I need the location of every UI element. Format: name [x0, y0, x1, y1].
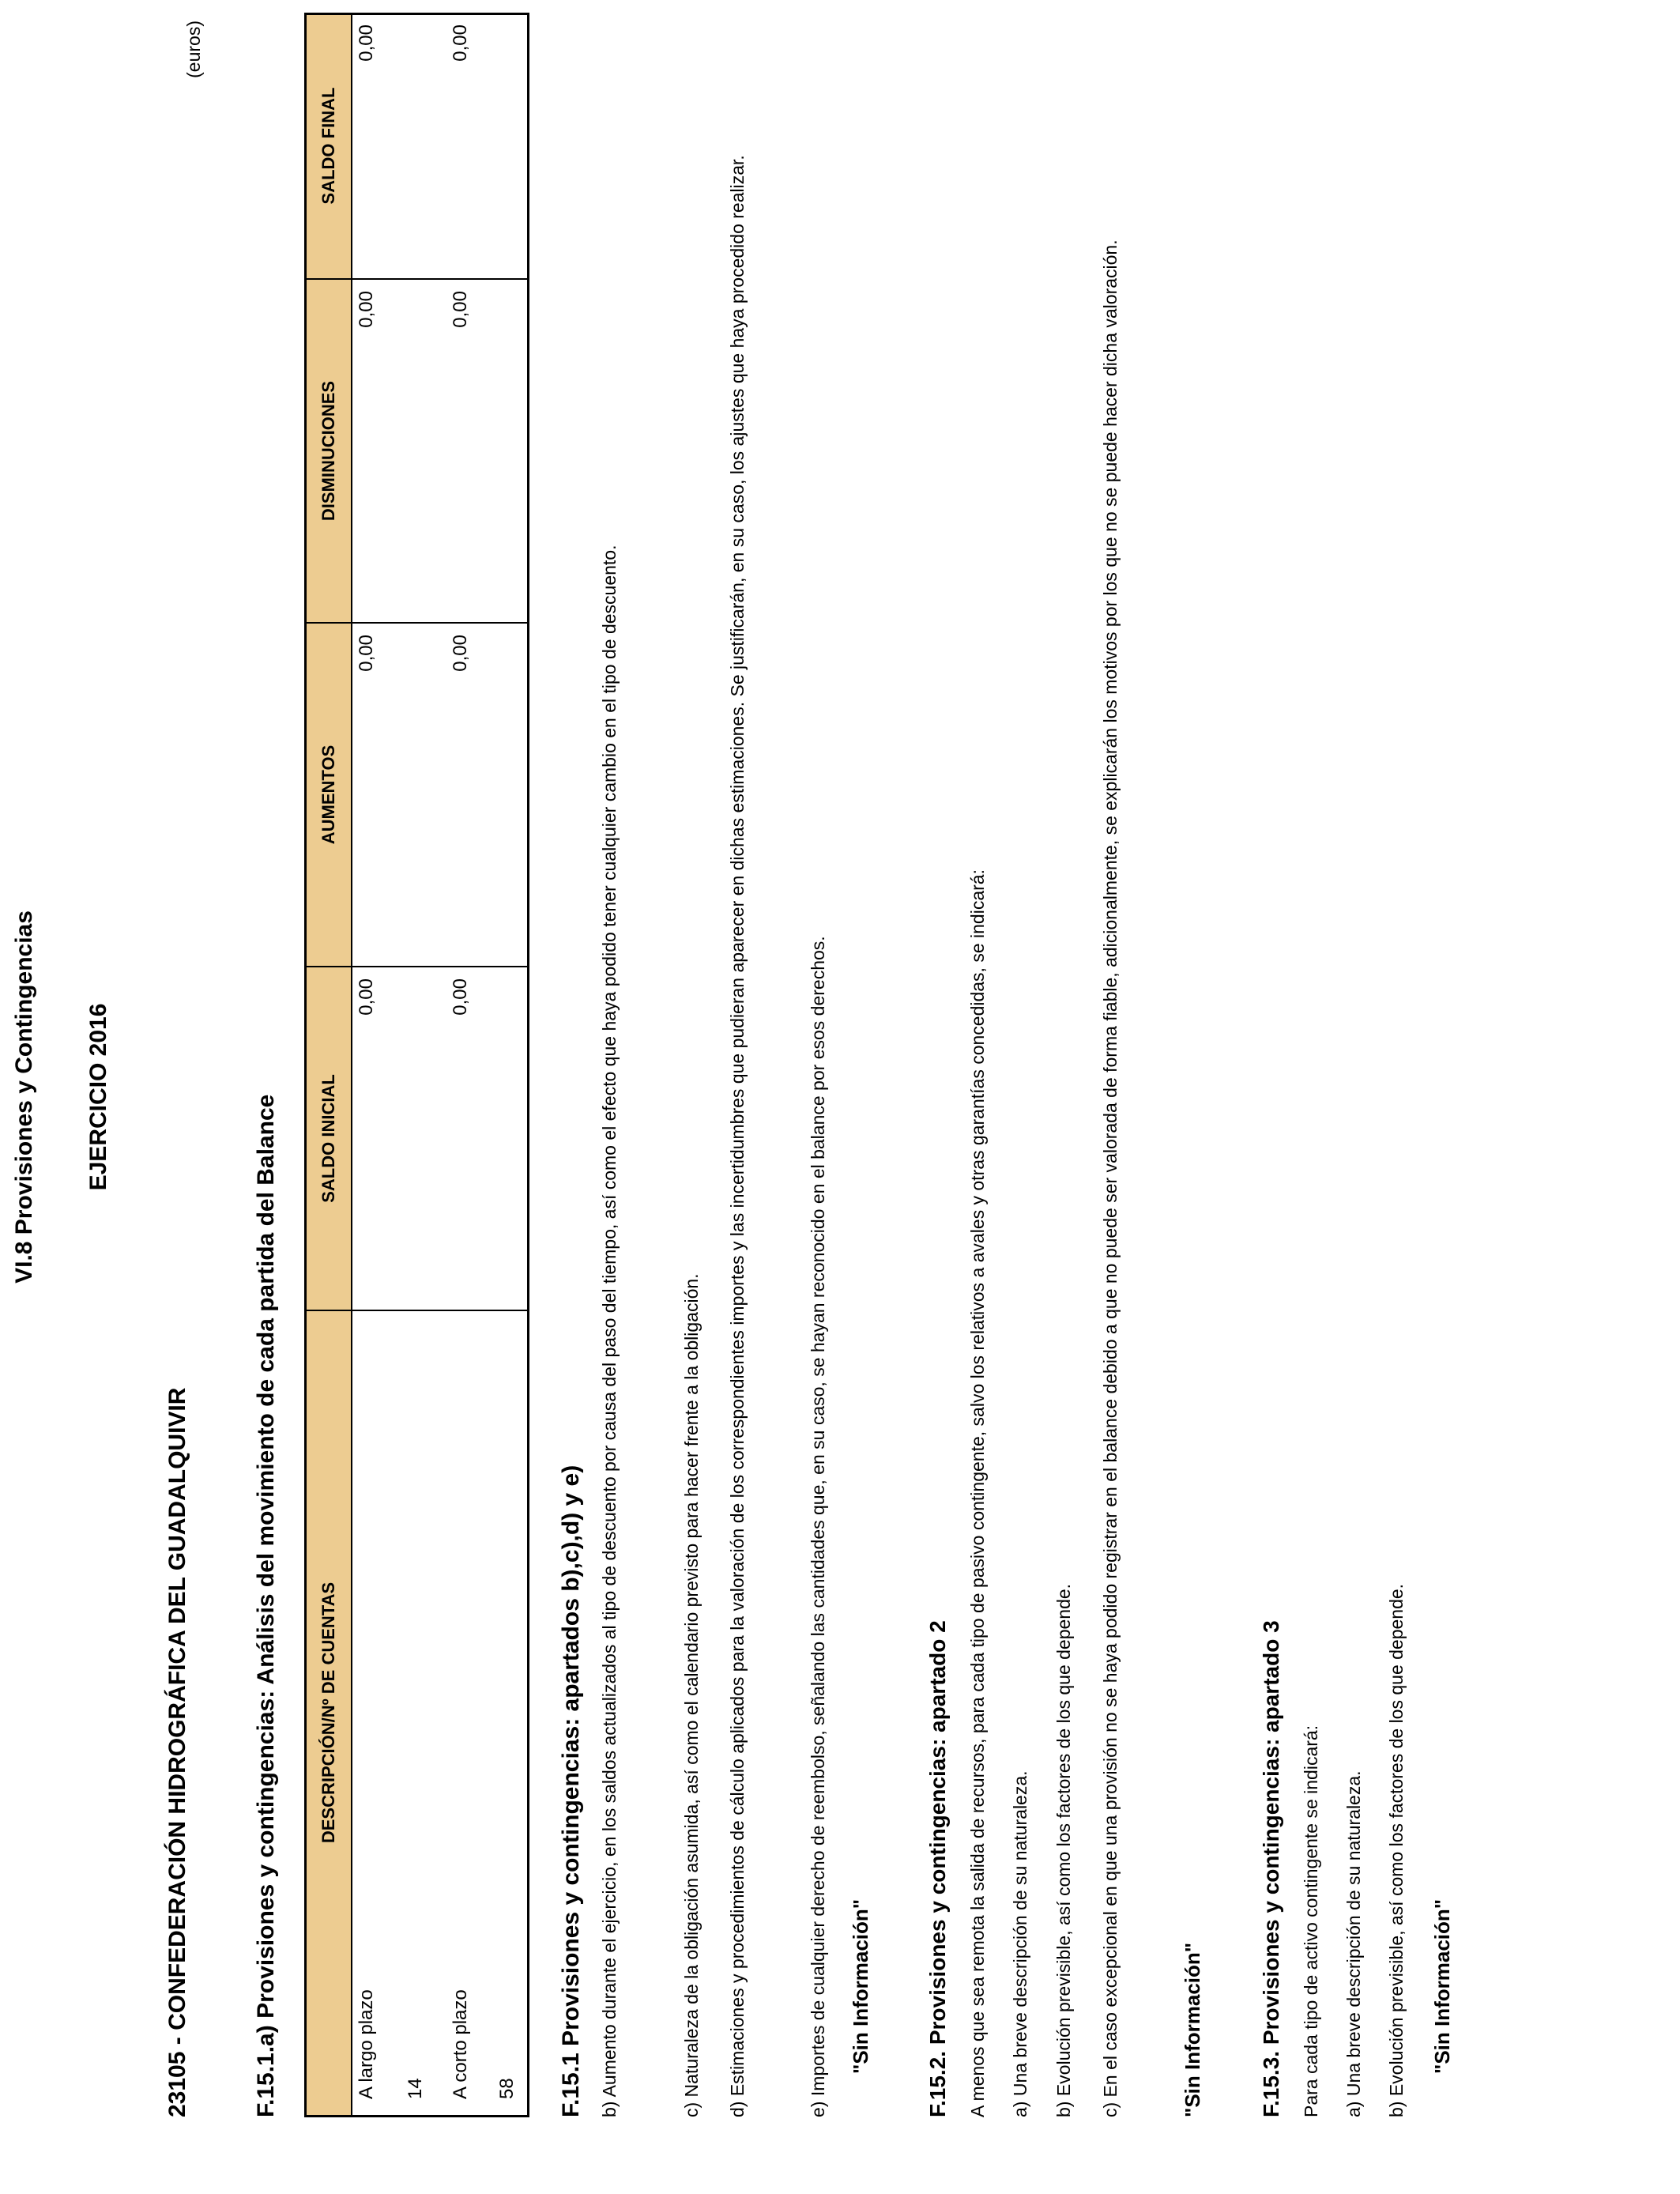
- col-disminuciones: DISMINUCIONES: [318, 380, 338, 522]
- section3-item-b: b) Evolución previsible, así como los factores de los que depende.: [1386, 1583, 1407, 2117]
- section2-title: F.15.2. Provisiones y contingencias: apartado 2: [925, 1620, 950, 2117]
- row-account: 14: [405, 2078, 426, 2099]
- col-saldo-final: SALDO FINAL: [318, 87, 338, 205]
- section2-item-c: c) En el caso excepcional en que una provisión no se haya podido registrar en el balance debido a que no puede ser valorada de forma fiable, adicionalmente, se explicarán los motivos por los que no se puede hacer dicha valoración.: [1100, 239, 1121, 2117]
- section3-title: F.15.3. Provisiones y contingencias: apartado 3: [1259, 1620, 1283, 2117]
- row-saldo-final: 0,00: [356, 25, 377, 62]
- section1-item-e: e) Importes de cualquier derecho de reembolso, señalando las cantidades que, en su caso, se hayan reconocido en el balance por esos derechos.: [808, 936, 828, 2117]
- col-aumentos: AUMENTOS: [318, 745, 338, 845]
- table-header: [307, 15, 352, 2115]
- col-divider: [307, 622, 527, 624]
- col-divider: [307, 966, 527, 967]
- row-aumentos: 0,00: [450, 635, 471, 672]
- row-saldo-final: 0,00: [450, 25, 471, 62]
- section1-item-d: d) Estimaciones y procedimientos de cálculo aplicados para la valoración de los correspondientes importes y las incertidumbres que pudieran aparecer en dichas estimaciones. Se justificarán, en su caso, los ajustes que haya procedido realizar.: [727, 155, 748, 2117]
- row-account: 58: [496, 2078, 518, 2099]
- row-aumentos: 0,00: [356, 635, 377, 672]
- section1-item-c: c) Naturaleza de la obligación asumida, así como el calendario previsto para hacer frente a la obligación.: [681, 1273, 702, 2117]
- row-saldo-inicial: 0,00: [450, 978, 471, 1016]
- section3-no-info: "Sin Información": [1430, 1898, 1454, 2074]
- document-title: VI.8 Provisiones y Contingencias: [11, 910, 37, 1284]
- col-saldo-inicial: SALDO INICIAL: [318, 1074, 338, 1203]
- section2-item-a: a) Una breve descripción de su naturaleza.: [1010, 1770, 1030, 2117]
- section1-title: F.15.1 Provisiones y contingencias: apartados b),c),d) y e): [558, 1465, 584, 2117]
- row-disminuciones: 0,00: [356, 291, 377, 328]
- table-section-title: F.15.1.a) Provisiones y contingencias: Análisis del movimiento de cada partida del Balance: [253, 1094, 279, 2117]
- col-divider: [307, 278, 527, 280]
- row-description: A largo plazo: [356, 1989, 377, 2099]
- section2-no-info: "Sin Información": [1181, 1942, 1204, 2117]
- section2-item-b: b) Evolución previsible, así como los factores de los que depende.: [1053, 1583, 1074, 2117]
- exercise-year: EJERCICIO 2016: [85, 1003, 111, 1191]
- section3-item-a: a) Una breve descripción de su naturaleza.: [1343, 1770, 1364, 2117]
- section1-item-b: b) Aumento durante el ejercicio, en los saldos actualizados al tipo de descuento por causa del paso del tiempo, así como el efecto que haya podido tener cualquier cambio en el tipo de descuento.: [599, 545, 620, 2117]
- section3-intro: Para cada tipo de activo contingente se indicará:: [1301, 1725, 1321, 2117]
- row-saldo-inicial: 0,00: [356, 978, 377, 1016]
- entity-name: 23105 - CONFEDERACIÓN HIDROGRÁFICA DEL GUADALQUIVIR: [164, 1387, 190, 2117]
- section1-no-info: "Sin Información": [849, 1898, 872, 2074]
- col-description: DESCRIPCIÓN/Nº DE CUENTAS: [318, 1581, 338, 1844]
- row-disminuciones: 0,00: [450, 291, 471, 328]
- provisions-table: [304, 13, 529, 2117]
- row-description: A corto plazo: [450, 1989, 471, 2099]
- section2-intro: A menos que sea remota la salida de recursos, para cada tipo de pasivo contingente, salvo los relativos a avales y otras garantías concedidas, se indicará:: [967, 869, 988, 2117]
- currency-label: (euros): [183, 21, 204, 78]
- col-divider: [307, 1310, 527, 1311]
